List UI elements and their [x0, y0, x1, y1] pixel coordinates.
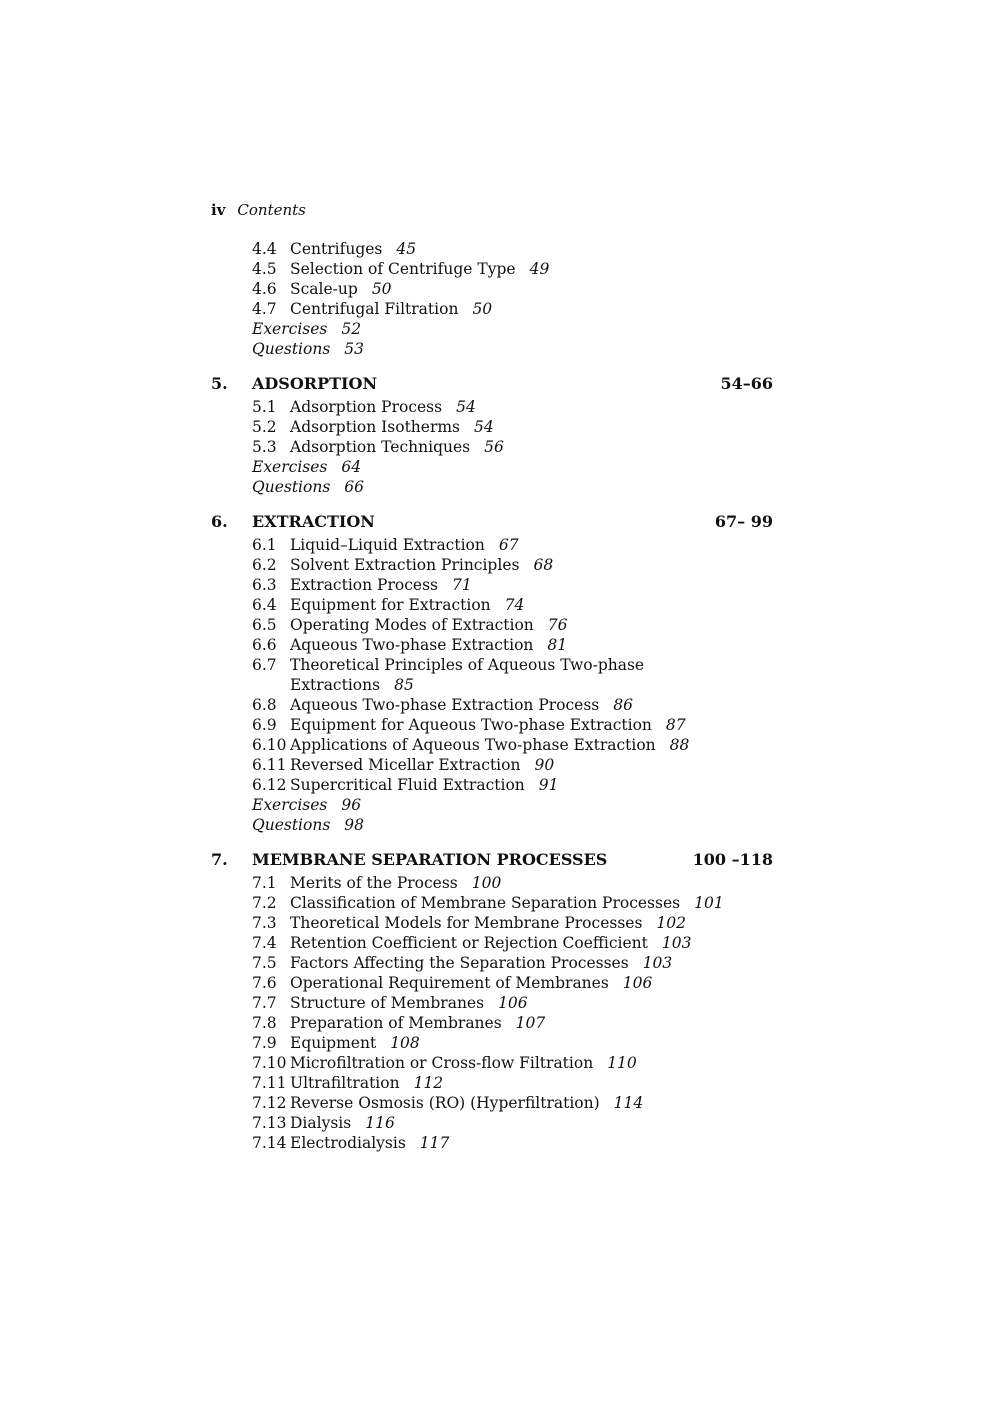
toc-entry — [252, 259, 549, 279]
toc-entry — [252, 1033, 420, 1053]
chapter-number: 5. — [211, 374, 228, 393]
entry-page: 106 — [498, 994, 528, 1012]
entry-page: 91 — [538, 776, 559, 794]
toc-entry — [252, 1093, 643, 1113]
entry-number: 6.1 — [252, 536, 277, 554]
entry-title: Reversed Micellar Extraction — [290, 756, 521, 774]
entry-page: 103 — [661, 934, 692, 952]
entry-number: 7.8 — [252, 1014, 277, 1032]
chapter-page-range: 67– 99 — [714, 512, 773, 531]
entry-number: 4.4 — [252, 240, 277, 258]
entry-title: Equipment for Extraction — [290, 596, 491, 614]
entry-number: 7.4 — [252, 934, 277, 952]
chapter-title: MEMBRANE SEPARATION PROCESSES — [252, 850, 608, 869]
toc-entry — [252, 735, 689, 755]
entry-page: 54 — [456, 398, 476, 416]
questions-entry — [252, 815, 364, 835]
entry-number: 7.12 — [252, 1094, 287, 1112]
entry-title: Operational Requirement of Membranes — [290, 974, 609, 992]
entry-title: Adsorption Isotherms — [290, 418, 461, 436]
chapter-heading — [211, 373, 773, 395]
exercises-entry-page: 64 — [341, 458, 362, 476]
toc-entry — [252, 437, 504, 457]
entry-page: 81 — [547, 636, 568, 654]
entry-title: Theoretical Models for Membrane Processes — [290, 914, 643, 932]
questions-entry-label: Questions — [252, 478, 331, 496]
toc-entry — [252, 775, 559, 795]
entry-title: Applications of Aqueous Two-phase Extraction — [290, 736, 656, 754]
chapter-number: 6. — [211, 512, 228, 531]
exercises-entry-page: 52 — [341, 320, 362, 338]
toc-entry — [252, 973, 652, 993]
questions-entry — [252, 477, 364, 497]
toc-entry — [252, 595, 524, 615]
entry-title: Reverse Osmosis (RO) (Hyperfiltration) — [290, 1094, 600, 1112]
entry-page: 54 — [474, 418, 494, 436]
toc-entry — [252, 1073, 443, 1093]
entry-page: 85 — [394, 676, 414, 694]
entry-number: 7.11 — [252, 1074, 287, 1092]
toc-entry — [252, 873, 501, 893]
toc-entry — [252, 279, 392, 299]
entry-title: Structure of Membranes — [290, 994, 485, 1012]
toc-entry — [252, 555, 553, 575]
entry-number: 5.3 — [252, 438, 277, 456]
toc-entry-continued — [252, 675, 414, 695]
entry-title: Supercritical Fluid Extraction — [290, 776, 525, 794]
entry-title: Adsorption Process — [290, 398, 443, 416]
entry-title: Solvent Extraction Principles — [290, 556, 520, 574]
toc-entry — [252, 615, 568, 635]
entry-number: 7.3 — [252, 914, 277, 932]
entry-number: 6.9 — [252, 716, 277, 734]
chapter-heading — [211, 511, 773, 533]
entry-number: 5.2 — [252, 418, 277, 436]
entry-page: 56 — [484, 438, 504, 456]
toc-entry — [252, 575, 472, 595]
entry-title: Aqueous Two-phase Extraction Process — [290, 696, 600, 714]
entry-number: 6.11 — [252, 756, 287, 774]
entry-page: 76 — [547, 616, 568, 634]
questions-entry-label: Questions — [252, 340, 331, 358]
questions-entry-label: Questions — [252, 816, 331, 834]
entry-title: Adsorption Techniques — [290, 438, 471, 456]
exercises-entry-label: Exercises — [252, 320, 328, 338]
chapter-heading — [211, 849, 773, 871]
chapter-number: 7. — [211, 850, 228, 869]
entry-number: 7.2 — [252, 894, 277, 912]
entry-number: 4.6 — [252, 280, 277, 298]
questions-entry — [252, 339, 364, 359]
entry-title: Equipment for Aqueous Two-phase Extraction — [290, 716, 652, 734]
entry-page: 117 — [419, 1134, 450, 1152]
entry-page: 114 — [613, 1094, 644, 1112]
header-title: Contents — [237, 201, 306, 219]
entry-title-continued: Extractions — [290, 676, 381, 694]
exercises-entry — [252, 319, 361, 339]
chapter-title: EXTRACTION — [252, 512, 375, 531]
entry-title: Microfiltration or Cross-flow Filtration — [290, 1054, 594, 1072]
entry-page: 101 — [694, 894, 724, 912]
entry-number: 7.10 — [252, 1054, 287, 1072]
chapter-page-range: 54–66 — [720, 374, 773, 393]
entry-number: 6.10 — [252, 736, 287, 754]
entry-page: 49 — [529, 260, 550, 278]
entry-number: 6.6 — [252, 636, 277, 654]
toc-entry — [252, 715, 686, 735]
entry-title: Classification of Membrane Separation Processes — [290, 894, 681, 912]
toc-entry — [252, 913, 686, 933]
exercises-entry — [252, 795, 361, 815]
entry-title: Operating Modes of Extraction — [290, 616, 534, 634]
toc-entry — [252, 755, 554, 775]
entry-title: Ultrafiltration — [290, 1074, 400, 1092]
entry-page: 110 — [607, 1054, 637, 1072]
entry-number: 7.5 — [252, 954, 277, 972]
entry-number: 7.1 — [252, 874, 277, 892]
entry-page: 108 — [390, 1034, 420, 1052]
entry-page: 112 — [413, 1074, 444, 1092]
entry-number: 6.8 — [252, 696, 277, 714]
entry-title: Preparation of Membranes — [290, 1014, 502, 1032]
toc-entry — [252, 397, 476, 417]
entry-title: Centrifuges — [290, 240, 383, 258]
toc-entry — [252, 655, 644, 675]
entry-title: Extraction Process — [290, 576, 438, 594]
toc-entry — [252, 1133, 449, 1153]
entry-page: 87 — [665, 716, 686, 734]
toc-entry — [252, 993, 528, 1013]
questions-entry-page: 53 — [344, 340, 365, 358]
questions-entry-page: 98 — [344, 816, 365, 834]
entry-number: 4.7 — [252, 300, 277, 318]
entry-page: 100 — [471, 874, 502, 892]
entry-title: Electrodialysis — [290, 1134, 406, 1152]
toc-entry — [252, 1053, 637, 1073]
toc-entry — [252, 535, 519, 555]
toc-entry — [252, 417, 494, 437]
entry-page: 86 — [613, 696, 634, 714]
exercises-entry-label: Exercises — [252, 458, 328, 476]
chapter-title: ADSORPTION — [252, 374, 378, 393]
exercises-entry-label: Exercises — [252, 796, 328, 814]
toc-entry — [252, 1013, 545, 1033]
entry-page: 50 — [371, 280, 392, 298]
entry-page: 88 — [669, 736, 690, 754]
entry-page: 102 — [656, 914, 686, 932]
toc-entry — [252, 239, 416, 259]
entry-page: 67 — [498, 536, 519, 554]
entry-number: 6.12 — [252, 776, 287, 794]
entry-title: Merits of the Process — [290, 874, 458, 892]
entry-number: 6.4 — [252, 596, 277, 614]
header-page-number: iv — [211, 201, 226, 219]
exercises-entry — [252, 457, 361, 477]
entry-page: 71 — [451, 576, 472, 594]
chapter-page-range: 100 –118 — [692, 850, 773, 869]
entry-number: 7.6 — [252, 974, 277, 992]
toc-entry — [252, 933, 692, 953]
entry-page: 68 — [533, 556, 554, 574]
entry-title: Dialysis — [290, 1114, 352, 1132]
entry-page: 107 — [515, 1014, 546, 1032]
entry-title: Liquid–Liquid Extraction — [290, 536, 485, 554]
questions-entry-page: 66 — [344, 478, 365, 496]
entry-page: 116 — [365, 1114, 395, 1132]
toc-entry — [252, 635, 567, 655]
entry-page: 45 — [396, 240, 417, 258]
entry-page: 90 — [534, 756, 555, 774]
entry-title: Centrifugal Filtration — [290, 300, 459, 318]
toc-entry — [252, 299, 492, 319]
entry-number: 7.7 — [252, 994, 277, 1012]
entry-title: Equipment — [290, 1034, 377, 1052]
running-header — [211, 200, 306, 220]
exercises-entry-page: 96 — [341, 796, 362, 814]
entry-number: 6.2 — [252, 556, 277, 574]
entry-number: 4.5 — [252, 260, 277, 278]
entry-number: 7.14 — [252, 1134, 287, 1152]
toc-entry — [252, 695, 633, 715]
toc-entry — [252, 953, 672, 973]
entry-page: 50 — [472, 300, 493, 318]
entry-number: 7.9 — [252, 1034, 277, 1052]
entry-number: 6.7 — [252, 656, 277, 674]
entry-number: 5.1 — [252, 398, 277, 416]
entry-page: 103 — [642, 954, 673, 972]
entry-title: Theoretical Principles of Aqueous Two-phase — [290, 656, 645, 674]
entry-title: Aqueous Two-phase Extraction — [290, 636, 534, 654]
entry-number: 6.3 — [252, 576, 277, 594]
entry-title: Selection of Centrifuge Type — [290, 260, 516, 278]
toc-entry — [252, 893, 724, 913]
entry-page: 74 — [504, 596, 525, 614]
entry-page: 106 — [622, 974, 653, 992]
entry-number: 7.13 — [252, 1114, 287, 1132]
entry-number: 6.5 — [252, 616, 277, 634]
entry-title: Factors Affecting the Separation Processes — [290, 954, 629, 972]
toc-entry — [252, 1113, 395, 1133]
entry-title: Scale-up — [290, 280, 358, 298]
entry-title: Retention Coefficient or Rejection Coefficient — [290, 934, 648, 952]
